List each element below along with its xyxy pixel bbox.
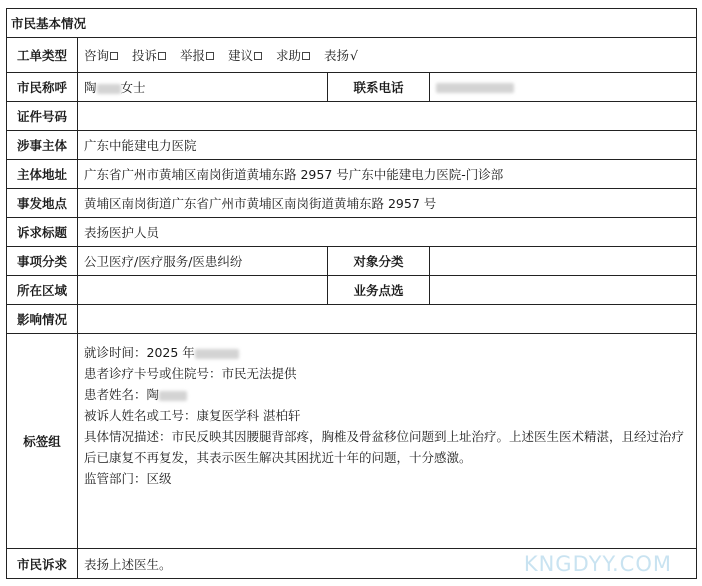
tag-group-details — [78, 334, 697, 549]
redaction-mark — [97, 84, 121, 94]
incident-location-row — [7, 189, 697, 218]
id-number-label: 证件号码 — [7, 102, 78, 131]
item-category-row — [7, 247, 697, 276]
visit-time-line — [84, 342, 690, 363]
patient-name-line — [84, 384, 690, 405]
site-watermark: KNGDYY.COM — [523, 552, 672, 576]
contact-phone-value — [430, 73, 697, 102]
subject-address-row — [7, 160, 697, 189]
item-category-value: 公卫医疗/医疗服务/医患纠纷 — [78, 247, 328, 276]
type-option-label: 咨询 — [84, 48, 110, 63]
subject-value: 广东中能建电力医院 — [78, 131, 697, 160]
type-option-label: 表扬 — [324, 48, 350, 63]
type-option-suggest — [228, 48, 262, 63]
department-line: 监管部门：区级 — [84, 471, 172, 486]
description-line: 具体情况描述：市民反映其因腰腿背部疼，胸椎及骨盆移位问题到上址治疗。上述医生医术精湛，且经过治疗后已康复不再复发，其表示医生解决其困扰近十年的问题，十分感激。 — [84, 429, 685, 465]
subject-label: 涉事主体 — [7, 131, 78, 160]
impact-value — [78, 305, 697, 334]
citizen-title-label: 市民称呼 — [7, 73, 78, 102]
citizen-appeal-value: 表扬上述医生。 — [78, 549, 697, 579]
citizen-honorific: 女士 — [120, 80, 146, 95]
citizen-title-value — [78, 73, 328, 102]
type-option-label: 投诉 — [132, 48, 158, 63]
work-order-type-options — [78, 38, 697, 73]
citizen-appeal-label: 市民诉求 — [7, 549, 78, 579]
subject-address-label: 主体地址 — [7, 160, 78, 189]
staff-line: 被诉人姓名或工号：康复医学科 湛柏轩 — [84, 408, 301, 423]
checkbox-empty-icon — [302, 52, 310, 60]
business-point-value — [430, 276, 697, 305]
appeal-title-label: 诉求标题 — [7, 218, 78, 247]
incident-location-label: 事发地点 — [7, 189, 78, 218]
business-point-label: 业务点选 — [328, 276, 430, 305]
work-order-type-row — [7, 38, 697, 73]
visit-time-text: 就诊时间：2025 年 — [84, 345, 195, 360]
checkbox-empty-icon — [110, 52, 118, 60]
contact-phone-label: 联系电话 — [328, 73, 430, 102]
checkbox-empty-icon — [158, 52, 166, 60]
type-option-label: 建议 — [228, 48, 254, 63]
appeal-title-value: 表扬医护人员 — [78, 218, 697, 247]
checkbox-empty-icon — [206, 52, 214, 60]
citizen-info-table — [6, 8, 697, 579]
type-option-praise — [324, 48, 358, 63]
subject-row — [7, 131, 697, 160]
citizen-title-row — [7, 73, 697, 102]
redaction-mark — [195, 349, 239, 359]
type-option-label: 举报 — [180, 48, 206, 63]
id-number-row — [7, 102, 697, 131]
tag-group-row — [7, 334, 697, 549]
type-option-help — [276, 48, 310, 63]
item-category-label: 事项分类 — [7, 247, 78, 276]
tag-group-label: 标签组 — [7, 334, 78, 549]
card-number-line: 患者诊疗卡号或住院号：市民无法提供 — [84, 366, 297, 381]
patient-name-text: 患者姓名：陶 — [84, 387, 160, 402]
district-row — [7, 276, 697, 305]
work-order-sheet — [6, 8, 696, 586]
type-option-label: 求助 — [276, 48, 302, 63]
incident-location-value: 黄埔区南岗街道广东省广州市黄埔区南岗街道黄埔东路 2957 号 — [78, 189, 697, 218]
appeal-title-row — [7, 218, 697, 247]
subject-address-value: 广东省广州市黄埔区南岗街道黄埔东路 2957 号广东中能建电力医院-门诊部 — [78, 160, 697, 189]
impact-row — [7, 305, 697, 334]
district-label: 所在区域 — [7, 276, 78, 305]
section-title: 市民基本情况 — [7, 9, 697, 38]
redaction-mark — [436, 83, 514, 93]
checkmark-icon: √ — [350, 48, 358, 63]
checkbox-empty-icon — [254, 52, 262, 60]
impact-label: 影响情况 — [7, 305, 78, 334]
work-order-type-label: 工单类型 — [7, 38, 78, 73]
object-category-label: 对象分类 — [328, 247, 430, 276]
redaction-mark — [159, 391, 187, 401]
section-header-row — [7, 9, 697, 38]
type-option-complaint — [132, 48, 166, 63]
id-number-value — [78, 102, 697, 131]
type-option-consult — [84, 48, 118, 63]
district-value — [78, 276, 328, 305]
citizen-surname: 陶 — [84, 80, 97, 95]
type-option-report — [180, 48, 214, 63]
object-category-value — [430, 247, 697, 276]
